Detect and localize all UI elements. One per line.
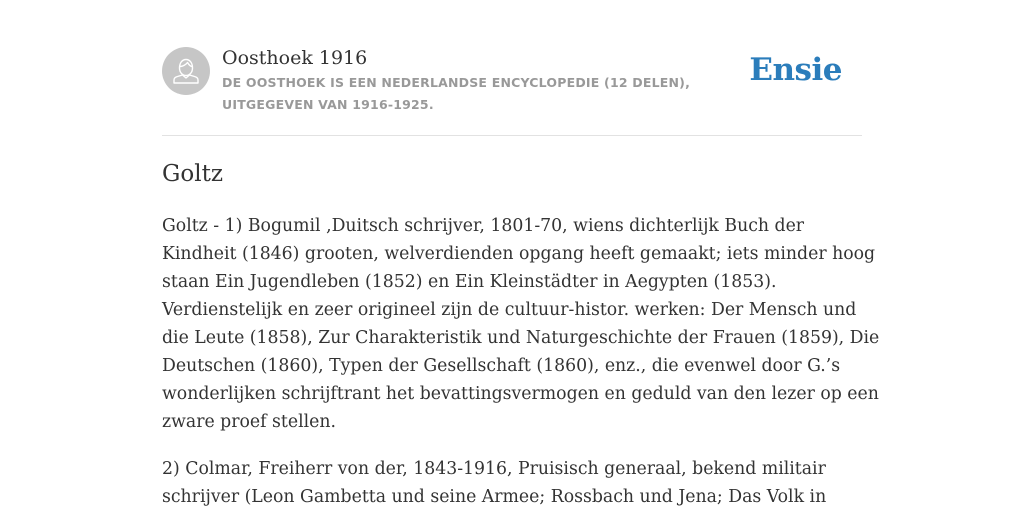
- text-line: die Leute (1858), Zur Charakteristik und Naturgeschichte der Frauen (1859), Die: [162, 328, 880, 348]
- text-line: wonderlijken schrijftrant het bevattingsvermogen en geduld van den lezer op een: [162, 384, 879, 404]
- source-title[interactable]: Oosthoek 1916: [222, 47, 368, 69]
- ensie-logo[interactable]: Ensie: [749, 52, 842, 88]
- source-avatar[interactable]: [162, 47, 210, 95]
- text-line: Goltz - 1) Bogumil ,Duitsch schrijver, 1801-70, wiens dichterlijk Buch der: [162, 216, 805, 236]
- source-description: DE OOSTHOEK IS EEN NEDERLANDSE ENCYCLOPEDIE (12 DELEN), UITGEGEVEN VAN 1916-1925.: [222, 75, 691, 112]
- text-line: Deutschen (1860), Typen der Gesellschaft (1860), enz., die evenwel door G.’s: [162, 356, 841, 376]
- text-line: Kindheit (1846) grooten, welverdienden opgang heeft gemaakt; iets minder hoog: [162, 244, 876, 264]
- user-icon: [162, 47, 210, 95]
- text-line: staan Ein Jugendleben (1852) en Ein Kleinstädter in Aegypten (1853).: [162, 272, 777, 292]
- article-body: [162, 212, 882, 511]
- text-line: schrijver (Leon Gambetta und seine Armee; Rossbach und Jena; Das Volk in: [162, 487, 827, 507]
- text-line: zware proef stellen.: [162, 412, 336, 432]
- page-content: [162, 0, 880, 507]
- text-line: Verdienstelijk en zeer origineel zijn de cultuur-histor. werken: Der Mensch und: [162, 300, 857, 320]
- text-line: 2) Colmar, Freiherr von der, 1843-1916, Pruisisch generaal, bekend militair: [162, 459, 826, 479]
- article-paragraph: [162, 212, 882, 436]
- source-header: [162, 0, 862, 136]
- article-paragraph: [162, 455, 882, 511]
- article-title: Goltz: [162, 161, 223, 187]
